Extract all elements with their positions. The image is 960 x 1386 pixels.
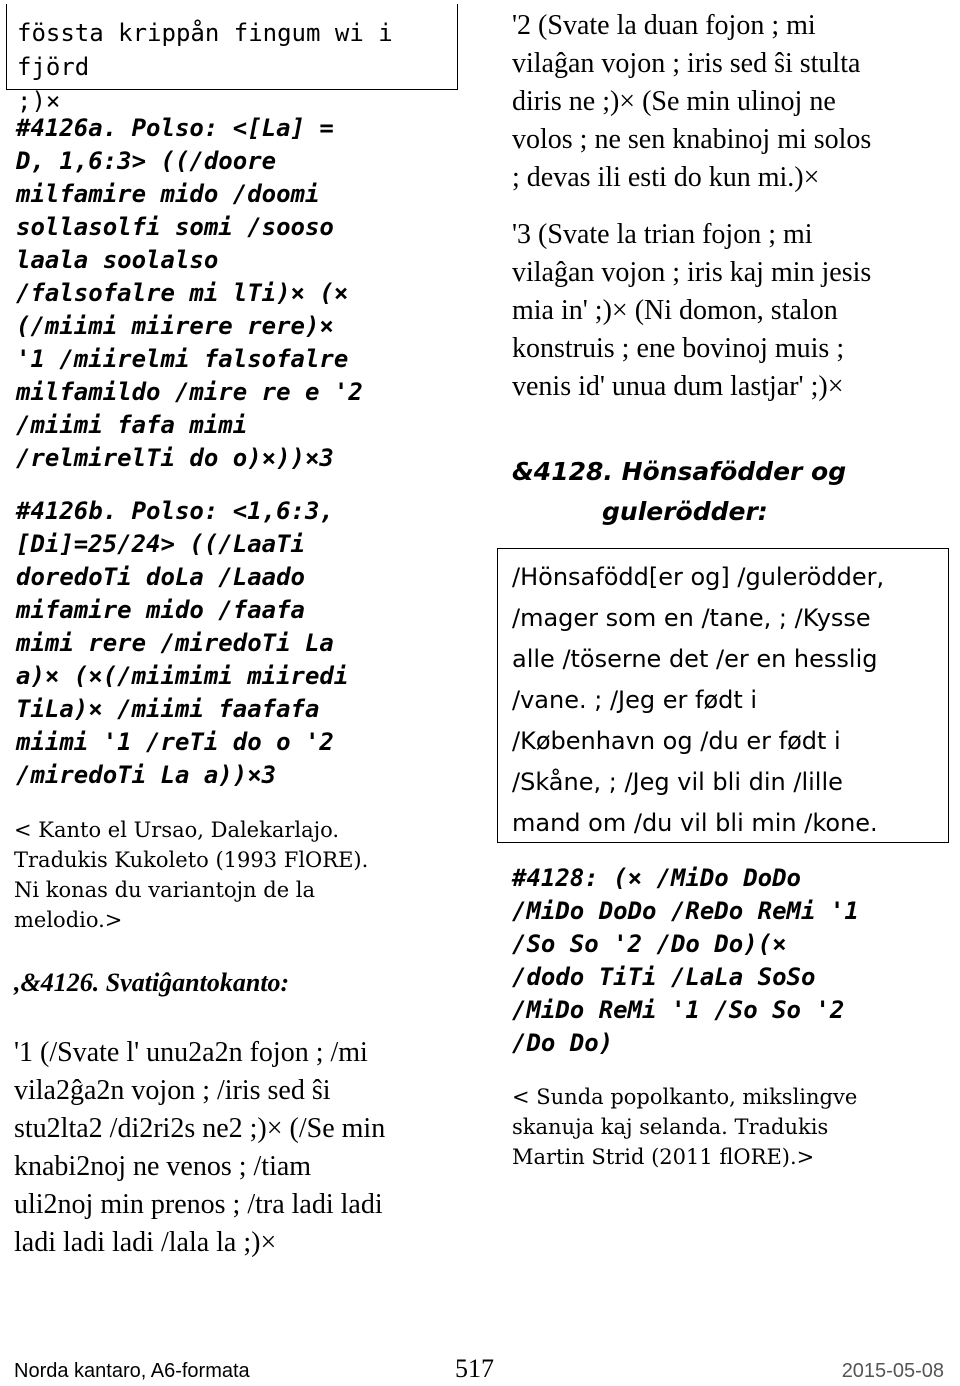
top-box-line-1: fössta krippån fingum wi i fjörd bbox=[17, 19, 393, 81]
verse-2: '2 (Svate la duan fojon ; mi vilaĝan vojon ; iris sed ŝi stulta diris ne ;)× (Se min ulinoj ne volos ; ne sen knabinoj mi solos ; devas ili esti do kun mi.)× bbox=[512, 10, 872, 193]
heading-4126: ,&4126. Svatiĝantokanto: bbox=[14, 968, 290, 997]
verse-1: '1 (/Svate l' unu2a2n fojon ; /mi vila2ĝa2n vojon ; /iris sed ŝi stu2lta2 /di2ri2s ne2 ;)× (/Se min knabi2noj ne venos ; /tiam uli2noj min prenos ; /tra ladi ladi ladi ladi ladi /lala la ;)× bbox=[14, 1037, 386, 1258]
boxed-lyrics-4128: /Hönsafödd[er og] /gulerödder, /mager som en /tane, ; /Kysse alle /töserne det /er en hesslig /vane. ; /Jeg er født i /København og /du er født i /Skåne, ; /Jeg vil bli din /lille mand om /du vil bli min /kone. bbox=[497, 548, 949, 843]
verse-3: '3 (Svate la trian fojon ; mi vilaĝan vojon ; iris kaj min jesis mia in' ;)× (Ni domon, stalon konstruis ; ene bovinoj muis ; venis id' unua dum lastjar' ;)× bbox=[512, 219, 872, 402]
page-number: 517 bbox=[455, 1354, 494, 1383]
footer-book-title: Norda kantaro, A6-formata bbox=[14, 1360, 250, 1382]
heading-4128-line-2: gulerödder: bbox=[602, 497, 768, 526]
heading-4128-line-1: &4128. Hönsafödder og bbox=[512, 457, 847, 486]
source-note-4126: < Kanto el Ursao, Dalekarlajo. Tradukis Kukoleto (1993 FlORE). Ni konas du variantojn de la melodio.> bbox=[14, 818, 369, 932]
notation-4128: #4128: (× /MiDo DoDo /MiDo DoDo /ReDo ReMi '1 /So So '2 /Do Do)(× /dodo TiTi /LaLa SoSo /MiDo ReMi '1 /So So '2 /Do Do) bbox=[512, 864, 859, 1057]
page-footer bbox=[0, 1354, 960, 1386]
top-box-line-2: ;)× bbox=[17, 87, 61, 115]
notation-4126a: #4126a. Polso: <[La] = D, 1,6:3> ((/doore milfamire mido /doomi sollasolfi somi /sooso laala soolalso /falsofalre mi lTi)× (× (/miimi miirere rere)× '1 /miirelmi falsofalre milfamildo /mire re e '2 /miimi fafa mimi /relmirelTi do o)×))×3 bbox=[16, 114, 363, 472]
top-boxed-verse bbox=[6, 4, 458, 115]
footer-date: 2015-05-08 bbox=[841, 1360, 944, 1382]
notation-4126b: #4126b. Polso: <1,6:3, [Di]=25/24> ((/LaaTi doredoTi doLa /Laado mifamire mido /faafa mimi rere /miredoTi La a)× (×(/miimimi miiredi TiLa)× /miimi faafafa miimi '1 /reTi do o '2 /miredoTi La a))×3 bbox=[16, 497, 349, 789]
source-note-4128: < Sunda popolkanto, mikslingve skanuja kaj selanda. Tradukis Martin Strid (2011 flORE).> bbox=[512, 1085, 858, 1169]
